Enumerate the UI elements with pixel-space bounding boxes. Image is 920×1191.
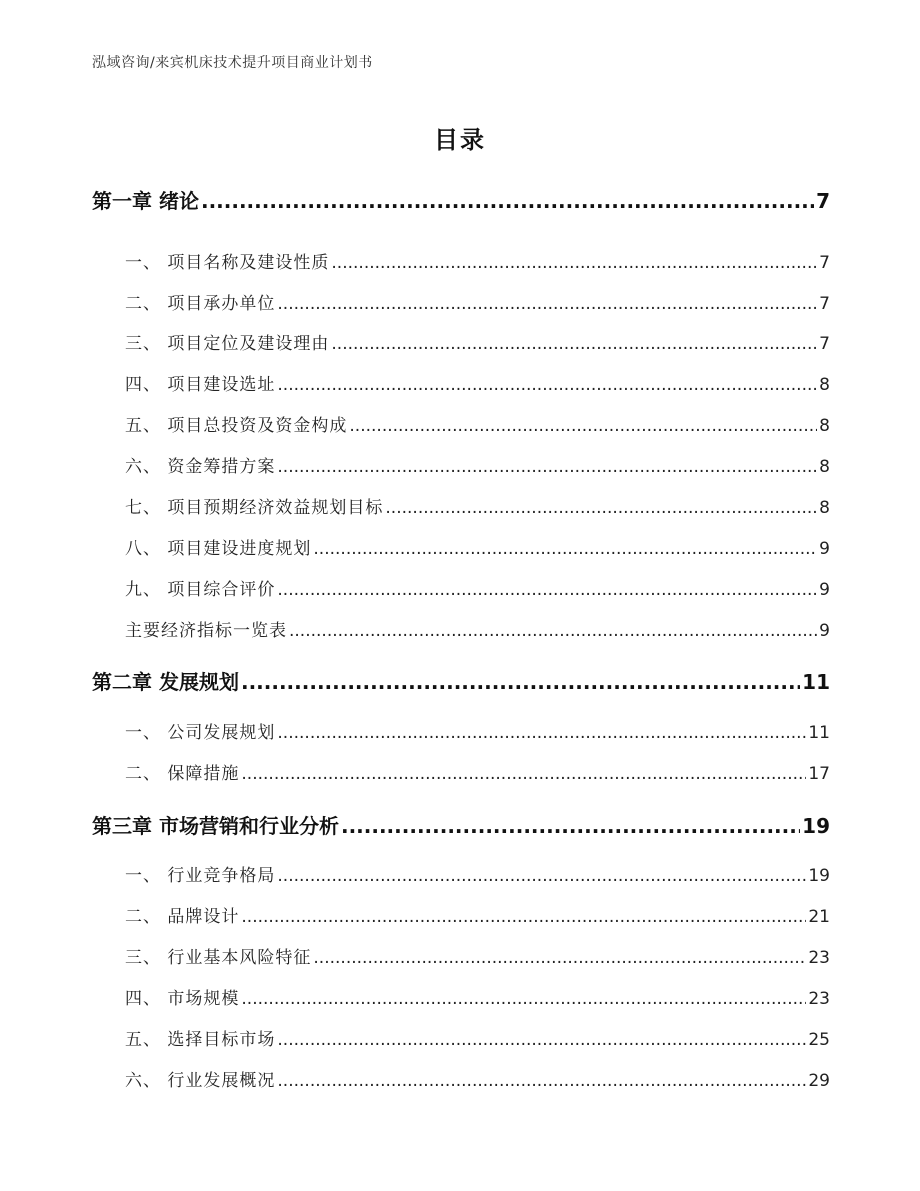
toc-entry-label: 五、 选择目标市场	[125, 1030, 276, 1050]
toc-section-3-4[interactable]	[125, 984, 830, 1009]
toc-leader-dots	[313, 948, 806, 968]
toc-section-3-3[interactable]	[125, 943, 830, 968]
toc-leader-dots	[277, 457, 817, 477]
toc-page-number: 7	[819, 334, 830, 354]
toc-page-number: 17	[808, 764, 830, 784]
toc-leader-dots	[241, 670, 800, 694]
toc-entry-label: 一、 公司发展规划	[125, 723, 276, 743]
toc-leader-dots	[277, 1071, 806, 1091]
toc-page-number: 9	[819, 539, 830, 559]
toc-section-3-1[interactable]	[125, 861, 830, 886]
toc-page-number: 29	[808, 1071, 830, 1091]
toc-section-1-table[interactable]	[125, 616, 830, 641]
toc-entry-label: 九、 项目综合评价	[125, 580, 276, 600]
toc-page-number: 9	[819, 621, 830, 641]
toc-leader-dots	[349, 416, 817, 436]
toc-title: 目录	[434, 126, 486, 154]
toc-page-number: 8	[819, 498, 830, 518]
toc-page-number: 8	[819, 457, 830, 477]
toc-section-1-7[interactable]	[125, 493, 830, 518]
toc-leader-dots	[313, 539, 817, 559]
toc-page-number: 7	[819, 253, 830, 273]
toc-chapter-2[interactable]	[92, 666, 830, 695]
toc-entry-label: 第二章 发展规划	[92, 670, 239, 694]
toc-section-2-2[interactable]	[125, 759, 830, 784]
toc-leader-dots	[289, 621, 817, 641]
toc-leader-dots	[201, 189, 814, 213]
toc-page-number: 25	[808, 1030, 830, 1050]
toc-section-1-5[interactable]	[125, 411, 830, 436]
toc-page-number: 11	[808, 723, 830, 743]
toc-leader-dots	[277, 866, 806, 886]
toc-section-3-5[interactable]	[125, 1025, 830, 1050]
toc-section-1-9[interactable]	[125, 575, 830, 600]
toc-chapter-1[interactable]	[92, 185, 830, 214]
toc-leader-dots	[331, 334, 817, 354]
toc-entry-label: 第三章 市场营销和行业分析	[92, 814, 339, 838]
toc-entry-label: 二、 品牌设计	[125, 907, 240, 927]
toc-page-number: 19	[802, 814, 830, 838]
toc-entry-label: 七、 项目预期经济效益规划目标	[125, 498, 384, 518]
toc-page-number: 9	[819, 580, 830, 600]
toc-section-3-6[interactable]	[125, 1066, 830, 1091]
toc-entry-label: 四、 市场规模	[125, 989, 240, 1009]
toc-entry-label: 三、 行业基本风险特征	[125, 948, 312, 968]
toc-section-2-1[interactable]	[125, 718, 830, 743]
toc-section-1-2[interactable]	[125, 289, 830, 314]
toc-leader-dots	[341, 814, 800, 838]
toc-entry-label: 三、 项目定位及建设理由	[125, 334, 330, 354]
toc-page-number: 7	[819, 294, 830, 314]
toc-chapter-3[interactable]	[92, 810, 830, 839]
toc-page-number: 23	[808, 948, 830, 968]
toc-section-1-1[interactable]	[125, 248, 830, 273]
toc-entry-label: 六、 资金筹措方案	[125, 457, 276, 477]
toc-leader-dots	[277, 294, 817, 314]
toc-leader-dots	[241, 989, 806, 1009]
toc-section-1-3[interactable]	[125, 329, 830, 354]
document-header: 泓域咨询/来宾机床技术提升项目商业计划书	[92, 55, 373, 71]
toc-section-1-6[interactable]	[125, 452, 830, 477]
toc-entry-label: 一、 行业竞争格局	[125, 866, 276, 886]
toc-section-3-2[interactable]	[125, 902, 830, 927]
toc-leader-dots	[277, 1030, 806, 1050]
toc-page-number: 21	[808, 907, 830, 927]
toc-section-1-8[interactable]	[125, 534, 830, 559]
toc-leader-dots	[241, 907, 806, 927]
toc-entry-label: 六、 行业发展概况	[125, 1071, 276, 1091]
toc-leader-dots	[277, 375, 817, 395]
toc-entry-label: 二、 项目承办单位	[125, 294, 276, 314]
toc-leader-dots	[385, 498, 817, 518]
toc-page-number: 19	[808, 866, 830, 886]
toc-page-number: 11	[802, 670, 830, 694]
toc-entry-label: 二、 保障措施	[125, 764, 240, 784]
toc-leader-dots	[277, 723, 806, 743]
toc-entry-label: 五、 项目总投资及资金构成	[125, 416, 348, 436]
toc-leader-dots	[241, 764, 806, 784]
toc-entry-label: 第一章 绪论	[92, 189, 199, 213]
toc-entry-label: 八、 项目建设进度规划	[125, 539, 312, 559]
toc-leader-dots	[277, 580, 817, 600]
toc-section-1-4[interactable]	[125, 370, 830, 395]
toc-entry-label: 主要经济指标一览表	[125, 621, 287, 641]
toc-page-number: 8	[819, 375, 830, 395]
toc-leader-dots	[331, 253, 817, 273]
toc-page-number: 8	[819, 416, 830, 436]
toc-entry-label: 一、 项目名称及建设性质	[125, 253, 330, 273]
toc-entry-label: 四、 项目建设选址	[125, 375, 276, 395]
toc-page-number: 7	[816, 189, 830, 213]
toc-page-number: 23	[808, 989, 830, 1009]
